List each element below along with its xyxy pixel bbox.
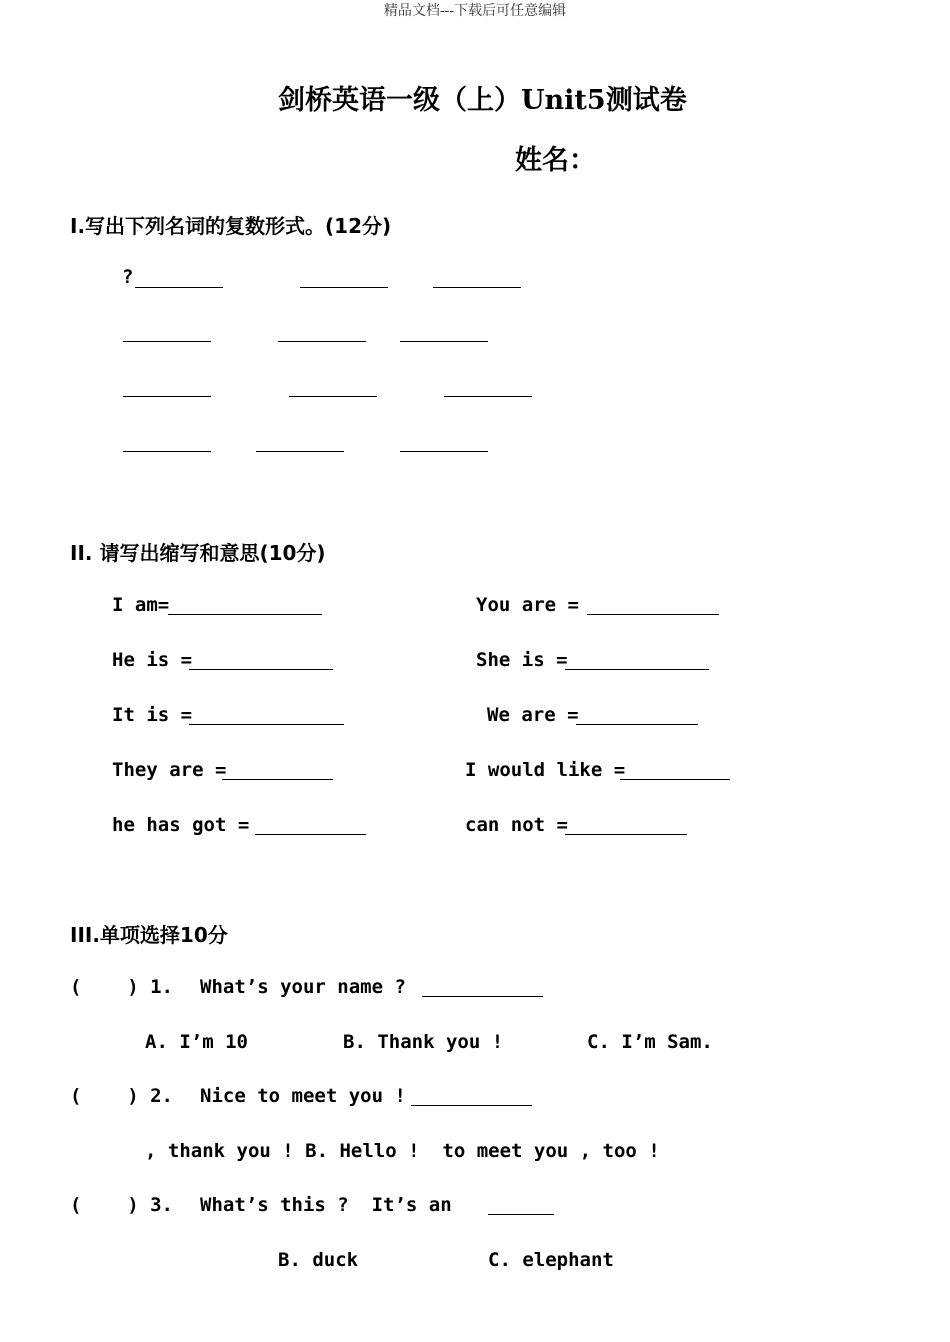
answer-blank[interactable] bbox=[123, 451, 211, 452]
section2-heading: II. 请写出缩写和意思(10分) bbox=[70, 541, 326, 565]
answer-blank[interactable] bbox=[620, 779, 730, 780]
answer-blank[interactable] bbox=[565, 669, 709, 670]
answer-blank[interactable] bbox=[576, 724, 698, 725]
name-label: 姓名： bbox=[515, 145, 596, 176]
answer-blank[interactable] bbox=[168, 614, 322, 615]
section1-heading: I.写出下列名词的复数形式。(12分) bbox=[70, 214, 392, 238]
answer-blank[interactable] bbox=[587, 614, 719, 615]
question-text: What’s this ? It’s an bbox=[200, 1194, 452, 1216]
option-c: C. elephant bbox=[488, 1249, 614, 1271]
answer-blank[interactable] bbox=[255, 834, 366, 835]
question-text: What’s your name ? bbox=[200, 976, 406, 998]
answer-blank[interactable] bbox=[411, 1105, 532, 1106]
answer-blank[interactable] bbox=[400, 451, 488, 452]
option-a: A. I’m 10 bbox=[145, 1031, 248, 1053]
contraction-item: It is = bbox=[112, 704, 193, 726]
answer-blank[interactable] bbox=[222, 779, 333, 780]
answer-blank[interactable] bbox=[123, 341, 211, 342]
contraction-item: He is = bbox=[112, 649, 193, 671]
answer-blank[interactable] bbox=[278, 341, 366, 342]
question-number: ( ) 3. bbox=[70, 1194, 173, 1216]
answer-blank[interactable] bbox=[256, 451, 344, 452]
page-title: 剑桥英语一级（上）Unit5测试卷 bbox=[278, 85, 687, 116]
option-b: B. Thank you ! bbox=[343, 1031, 504, 1053]
header-note: 精品文档---下载后可任意编辑 bbox=[383, 3, 567, 19]
question-number: ( ) 2. bbox=[70, 1085, 173, 1107]
contraction-item: You are = bbox=[476, 594, 579, 616]
answer-blank[interactable] bbox=[565, 834, 687, 835]
contraction-item: She is = bbox=[476, 649, 568, 671]
answer-blank[interactable] bbox=[300, 287, 388, 288]
contraction-item: he has got = bbox=[112, 814, 250, 836]
answer-blank[interactable] bbox=[189, 669, 333, 670]
answer-blank[interactable] bbox=[400, 341, 488, 342]
contraction-item: I am= bbox=[112, 594, 170, 616]
answer-blank[interactable] bbox=[189, 724, 344, 725]
answer-blank[interactable] bbox=[123, 396, 211, 397]
contraction-item: I would like = bbox=[465, 759, 626, 781]
question-options: , thank you ! B. Hello ! to meet you , too ! bbox=[145, 1140, 660, 1162]
question-number: ( ) 1. bbox=[70, 976, 173, 998]
contraction-item: We are = bbox=[487, 704, 579, 726]
option-c: C. I’m Sam. bbox=[587, 1031, 713, 1053]
section3-heading: III.单项选择10分 bbox=[70, 923, 228, 947]
section1-prefix: ? bbox=[122, 266, 134, 288]
answer-blank[interactable] bbox=[444, 396, 532, 397]
answer-blank[interactable] bbox=[422, 996, 543, 997]
option-b: B. duck bbox=[278, 1249, 359, 1271]
answer-blank[interactable] bbox=[289, 396, 377, 397]
contraction-item: They are = bbox=[112, 759, 227, 781]
answer-blank[interactable] bbox=[488, 1214, 554, 1215]
question-text: Nice to meet you ! bbox=[200, 1085, 406, 1107]
answer-blank[interactable] bbox=[433, 287, 521, 288]
answer-blank[interactable] bbox=[135, 287, 223, 288]
contraction-item: can not = bbox=[465, 814, 568, 836]
